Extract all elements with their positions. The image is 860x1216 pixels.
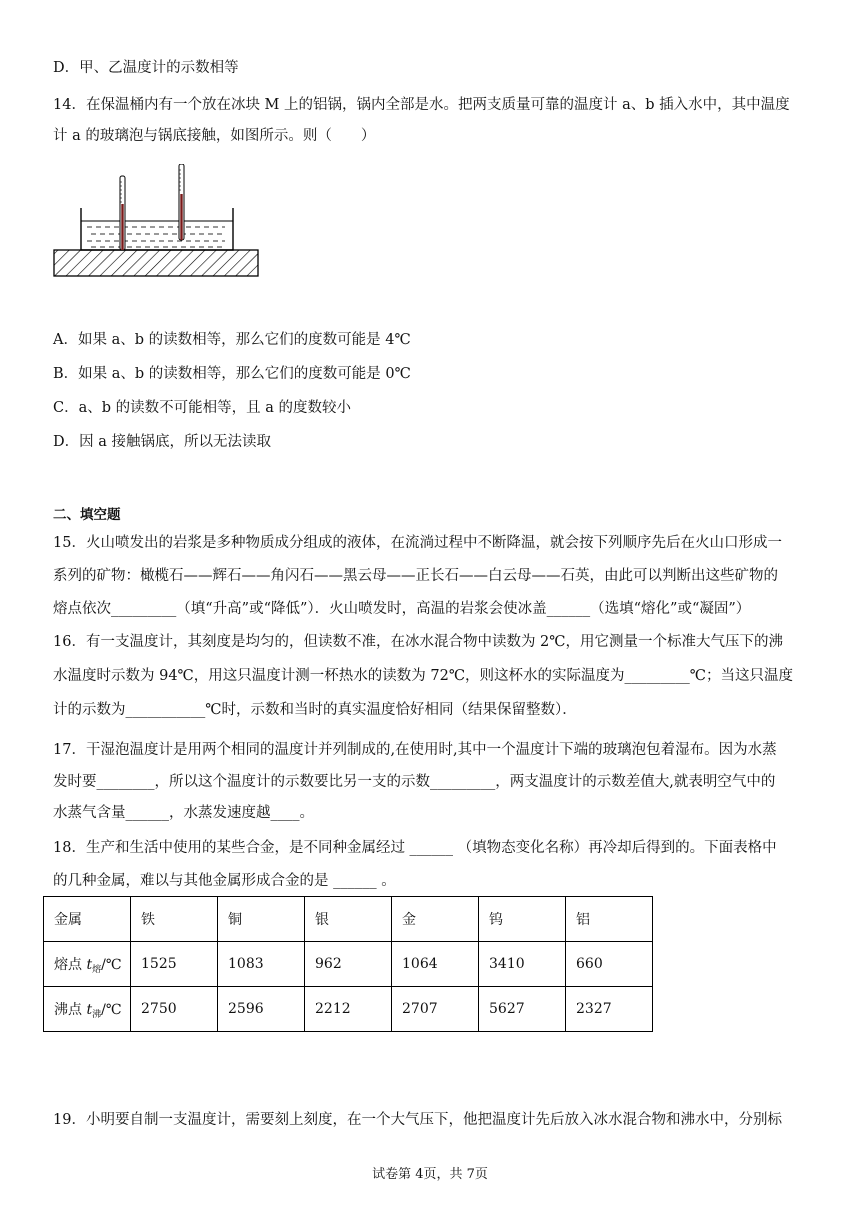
question-17-line-2: 发时要________，所以这个温度计的示数要比另一支的示数_________，两支温度计的示数差值大,就表明空气中的 xyxy=(53,774,776,790)
row-label-melting: 熔点 $t_熔/℃$ xyxy=(44,942,131,987)
table-cell: 1525 xyxy=(131,942,218,987)
question-15-line-3: 熔点依次_________（填“升高”或“降低”）．火山喷发时，高温的岩浆会使冰盖______（选填“熔化”或“凝固”） xyxy=(53,601,751,617)
beaker-diagram xyxy=(53,164,263,282)
question-18-line-1: 18．生产和生活中使用的某些合金，是不同种金属经过 ______ （填物态变化名称）再冷却后得到的。下面表格中 xyxy=(53,840,777,856)
option-d-q14: D．因 a 接触锅底，所以无法读取 xyxy=(53,434,271,450)
table-cell: 2327 xyxy=(566,987,653,1032)
pot-wall xyxy=(81,208,233,250)
question-16-line-2: 水温度时示数为 94℃，用这只温度计测一杯热水的读数为 72℃，则这杯水的实际温度为_________℃；当这只温度 xyxy=(53,668,794,684)
table-cell: 铝 xyxy=(566,897,653,942)
option-a-q14: A．如果 a、b 的读数相等，那么它们的度数可能是 4℃ xyxy=(53,332,411,348)
question-15-line-1: 15．火山喷发出的岩浆是多种物质成分组成的液体，在流淌过程中不断降温，就会按下列顺序先后在火山口形成一 xyxy=(53,535,782,551)
question-14-stem: 14．在保温桶内有一个放在冰块 M 上的铝锅，锅内全部是水。把两支质量可靠的温度计 a、b 插入水中，其中温度 xyxy=(53,97,790,113)
option-b-q14: B．如果 a、b 的读数相等，那么它们的度数可能是 0℃ xyxy=(53,366,411,382)
table-cell: 1064 xyxy=(392,942,479,987)
question-16-line-3: 计的示数为___________℃时，示数和当时的真实温度恰好相同（结果保留整数）． xyxy=(53,702,577,718)
page-footer: 试卷第 4页，共 7页 xyxy=(372,1167,488,1182)
question-15-line-2: 系列的矿物：橄榄石——辉石——角闪石——黑云母——正长石——白云母——石英，由此可以判断出这些矿物的 xyxy=(53,568,778,584)
table-cell: 金 xyxy=(392,897,479,942)
question-19-line-1: 19．小明要自制一支温度计，需要刻上刻度，在一个大气压下，他把温度计先后放入冰水混合物和沸水中，分别标 xyxy=(53,1112,782,1128)
table-cell: 2750 xyxy=(131,987,218,1032)
table-cell: 660 xyxy=(566,942,653,987)
question-17-line-3: 水蒸气含量______，水蒸发速度越____。 xyxy=(53,805,314,821)
table-cell: 铜 xyxy=(218,897,305,942)
table-cell: 钨 xyxy=(479,897,566,942)
table-row-boiling xyxy=(44,987,653,1032)
table-header-row xyxy=(44,897,653,942)
table-cell: 2212 xyxy=(305,987,392,1032)
question-16-line-1: 16．有一支温度计，其刻度是均匀的，但读数不准，在冰水混合物中读数为 2℃，用它测量一个标准大气压下的沸 xyxy=(53,634,784,650)
table-cell: 银 xyxy=(305,897,392,942)
ice-block xyxy=(54,250,258,276)
table-cell: 5627 xyxy=(479,987,566,1032)
water-dashes xyxy=(87,227,225,247)
table-cell: 3410 xyxy=(479,942,566,987)
table-cell: 1083 xyxy=(218,942,305,987)
row-label-boiling: 沸点 $t_沸/℃$ xyxy=(44,987,131,1032)
table-cell: 2707 xyxy=(392,987,479,1032)
question-17-line-1: 17．干湿泡温度计是用两个相同的温度计并列制成的,在使用时,其中一个温度计下端的玻璃泡包着湿布。因为水蒸 xyxy=(53,742,777,758)
table-cell: 962 xyxy=(305,942,392,987)
metal-properties-table xyxy=(43,896,653,1032)
thermometer-b xyxy=(179,164,184,240)
section-heading-fill-blank: 二、填空题 xyxy=(53,507,121,523)
table-cell: 金属 xyxy=(44,897,131,942)
table-row-melting xyxy=(44,942,653,987)
table-cell: 2596 xyxy=(218,987,305,1032)
thermometer-a xyxy=(120,176,125,250)
question-18-line-2: 的几种金属，难以与其他金属形成合金的是 ______ 。 xyxy=(53,873,396,889)
question-14-stem-cont: 计 a 的玻璃泡与锅底接触，如图所示。则（ ） xyxy=(53,128,376,144)
option-d-q13: D．甲、乙温度计的示数相等 xyxy=(53,60,239,76)
table-cell: 铁 xyxy=(131,897,218,942)
thermometer-figure xyxy=(53,164,263,286)
option-c-q14: C．a、b 的读数不可能相等，且 a 的度数较小 xyxy=(53,400,351,416)
